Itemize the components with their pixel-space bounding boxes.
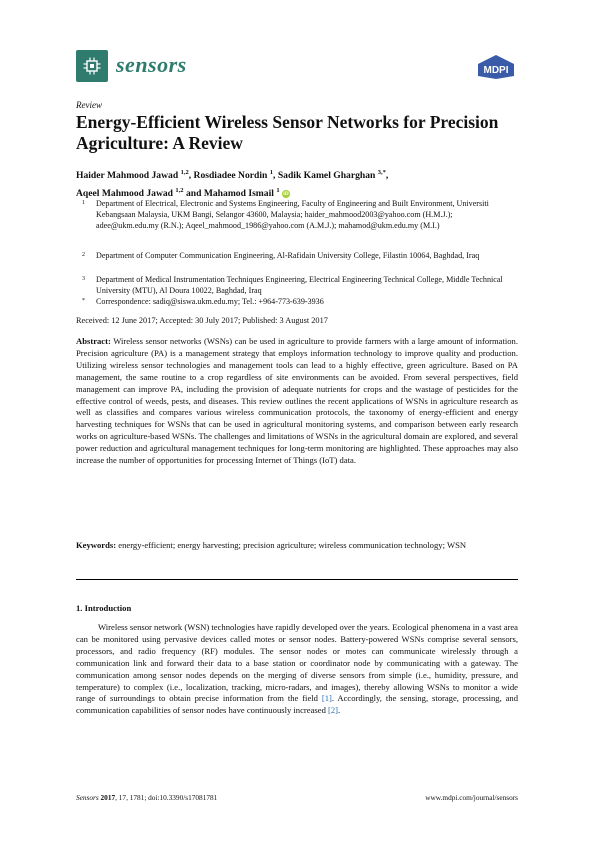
author-sup: 1 [276,187,280,195]
orcid-icon[interactable]: iD [283,191,289,198]
article-type: Review [76,100,102,110]
footer-year: 2017 [100,793,116,802]
author-sep: , [385,170,389,182]
body-text: . [338,705,341,716]
author-sup: 1 [269,169,273,176]
body-text: . Accordingly, the sensing, storage, processing, and communication capabilities of sensor nodes have continuously increased [76,693,518,716]
abstract-text: Wireless sensor networks (WSNs) can be used in agriculture to provide farmers with a large amount of information. Precision agriculture (PA) is a management strategy that employs information technology to improve quality and production. Utilizing wireless sensor technologies and management tools can lead to a highly effective, green agriculture. Based on PA management, the same routine to a crop regardless of site environments can be avoided. From several perspectives, field management can improve PA, including the provision of adequate nutrients for crops and the wastage of pesticides for the effective control of weeds, pests, and diseases. This review outlines the recent applications of WSNs in agriculture research as well as classifies and compares various wireless communication protocols, the taxonomy of energy-efficient and energy harvesting techniques for WSNs that can be used in agricultural monitoring systems, and comparison between early research works on agriculture-based WSNs. The challenges and limitations of WSNs in the agricultural domain are explored, and several power reduction and agricultural management techniques for long-term monitoring are highlighted. These approaches may also increase the number of opportunities for processing Internet of Things (IoT) data. [76,336,519,466]
author-sup: 3,* [377,169,386,176]
footer-url[interactable]: www.mdpi.com/journal/sensors [425,793,518,802]
citation-link[interactable]: [1] [321,693,332,704]
affiliation-3 [76,274,516,296]
affiliation-number: 3 [82,276,85,282]
abstract-label: Abstract: [76,336,111,346]
affiliation-text: Correspondence: sadiq@siswa.ukm.edu.my; Tel.: +964-773-639-3936 [96,297,324,306]
publication-dates: Received: 12 June 2017; Accepted: 30 July 2017; Published: 3 August 2017 [76,316,328,325]
affiliation-2 [76,250,516,261]
affiliation-number: 2 [82,252,85,258]
footer-journal: Sensors [76,793,99,802]
author-sep: and [185,188,202,200]
affiliation-number: 1 [82,200,85,206]
publisher-name: MDPI [483,65,509,76]
author-sup: 1,2 [180,169,189,176]
author-list [76,165,516,201]
affiliation-text: Department of Medical Instrumentation Techniques Engineering, Electrical Engineering Technical College, Middle Technical University (MTU), Al Doura 10022, Baghdad, Iraq [96,275,503,296]
section-body [76,622,518,717]
footer-doi: , 17, 1781; doi:10.3390/s17081781 [115,793,218,802]
footer-citation [76,793,217,802]
affiliation-number: * [82,298,85,304]
section-divider [76,579,518,580]
affiliation-1 [76,198,516,232]
author-name: Sadik Kamel Gharghan [277,170,376,182]
section-heading: 1. Introduction [76,603,132,613]
author-name: Mahamod Ismail [203,188,274,200]
author-name: Rosdiadee Nordin [193,170,268,182]
author-sup: 1,2 [175,187,184,195]
citation-link[interactable]: [2] [328,705,339,716]
abstract [76,336,518,467]
keywords-text: energy-efficient; energy harvesting; precision agriculture; wireless communication technology; WSN [118,540,467,550]
author-sep: , [188,170,192,182]
chip-icon [83,57,101,75]
mdpi-logo-icon[interactable] [476,54,516,80]
affiliation-text: Department of Electrical, Electronic and Systems Engineering, Faculty of Engineering and Built Environment, Universiti Kebangsaan Malaysia, UKM Bangi, Selangor 43600, Malaysia; haider_mahmood2003@yahoo.com (H.M.J.); adee@ukm.edu.my (R.N.); Aqeel_mahmood_1986@yahoo.com (A.M.J.); mahamod@ukm.edu.my (M.I.) [96,199,489,231]
journal-name: sensors [116,52,187,77]
affiliation-text: Department of Computer Communication Engineering, Al-Rafidain University College, Filastin 10064, Baghdad, Iraq [96,251,480,260]
body-text: Wireless sensor network (WSN) technologies have rapidly developed over the years. Ecological phenomena in a vast area can be monitored using pervasive devices called motes or sensor nodes. Battery-powered WSNs comprise several sensors, processors, and radio frequency (RF) modules. The sensor nodes or motes can communicate wirelessly through a communication link and forward their data to a base station or coordinator node by communicating with a gateway. The communication among sensor nodes depends on the merging of diverse sensors from simple (i.e., humidity, pressure, and temperature) to complex (i.e., localization, tracking, micro-radars, and images), thereby allowing WSNs to monitor a wide range of surroundings to obtain precise information from the field [76,622,518,704]
keywords-label: Keywords: [76,540,117,550]
paper-title: Energy-Efficient Wireless Sensor Networks for Precision Agriculture: A Review [76,112,499,153]
correspondence [76,296,516,307]
author-name: Aqeel Mahmood Jawad [76,188,174,200]
keywords [76,540,518,552]
author-name: Haider Mahmood Jawad [76,170,179,182]
author-sep: , [273,170,276,182]
